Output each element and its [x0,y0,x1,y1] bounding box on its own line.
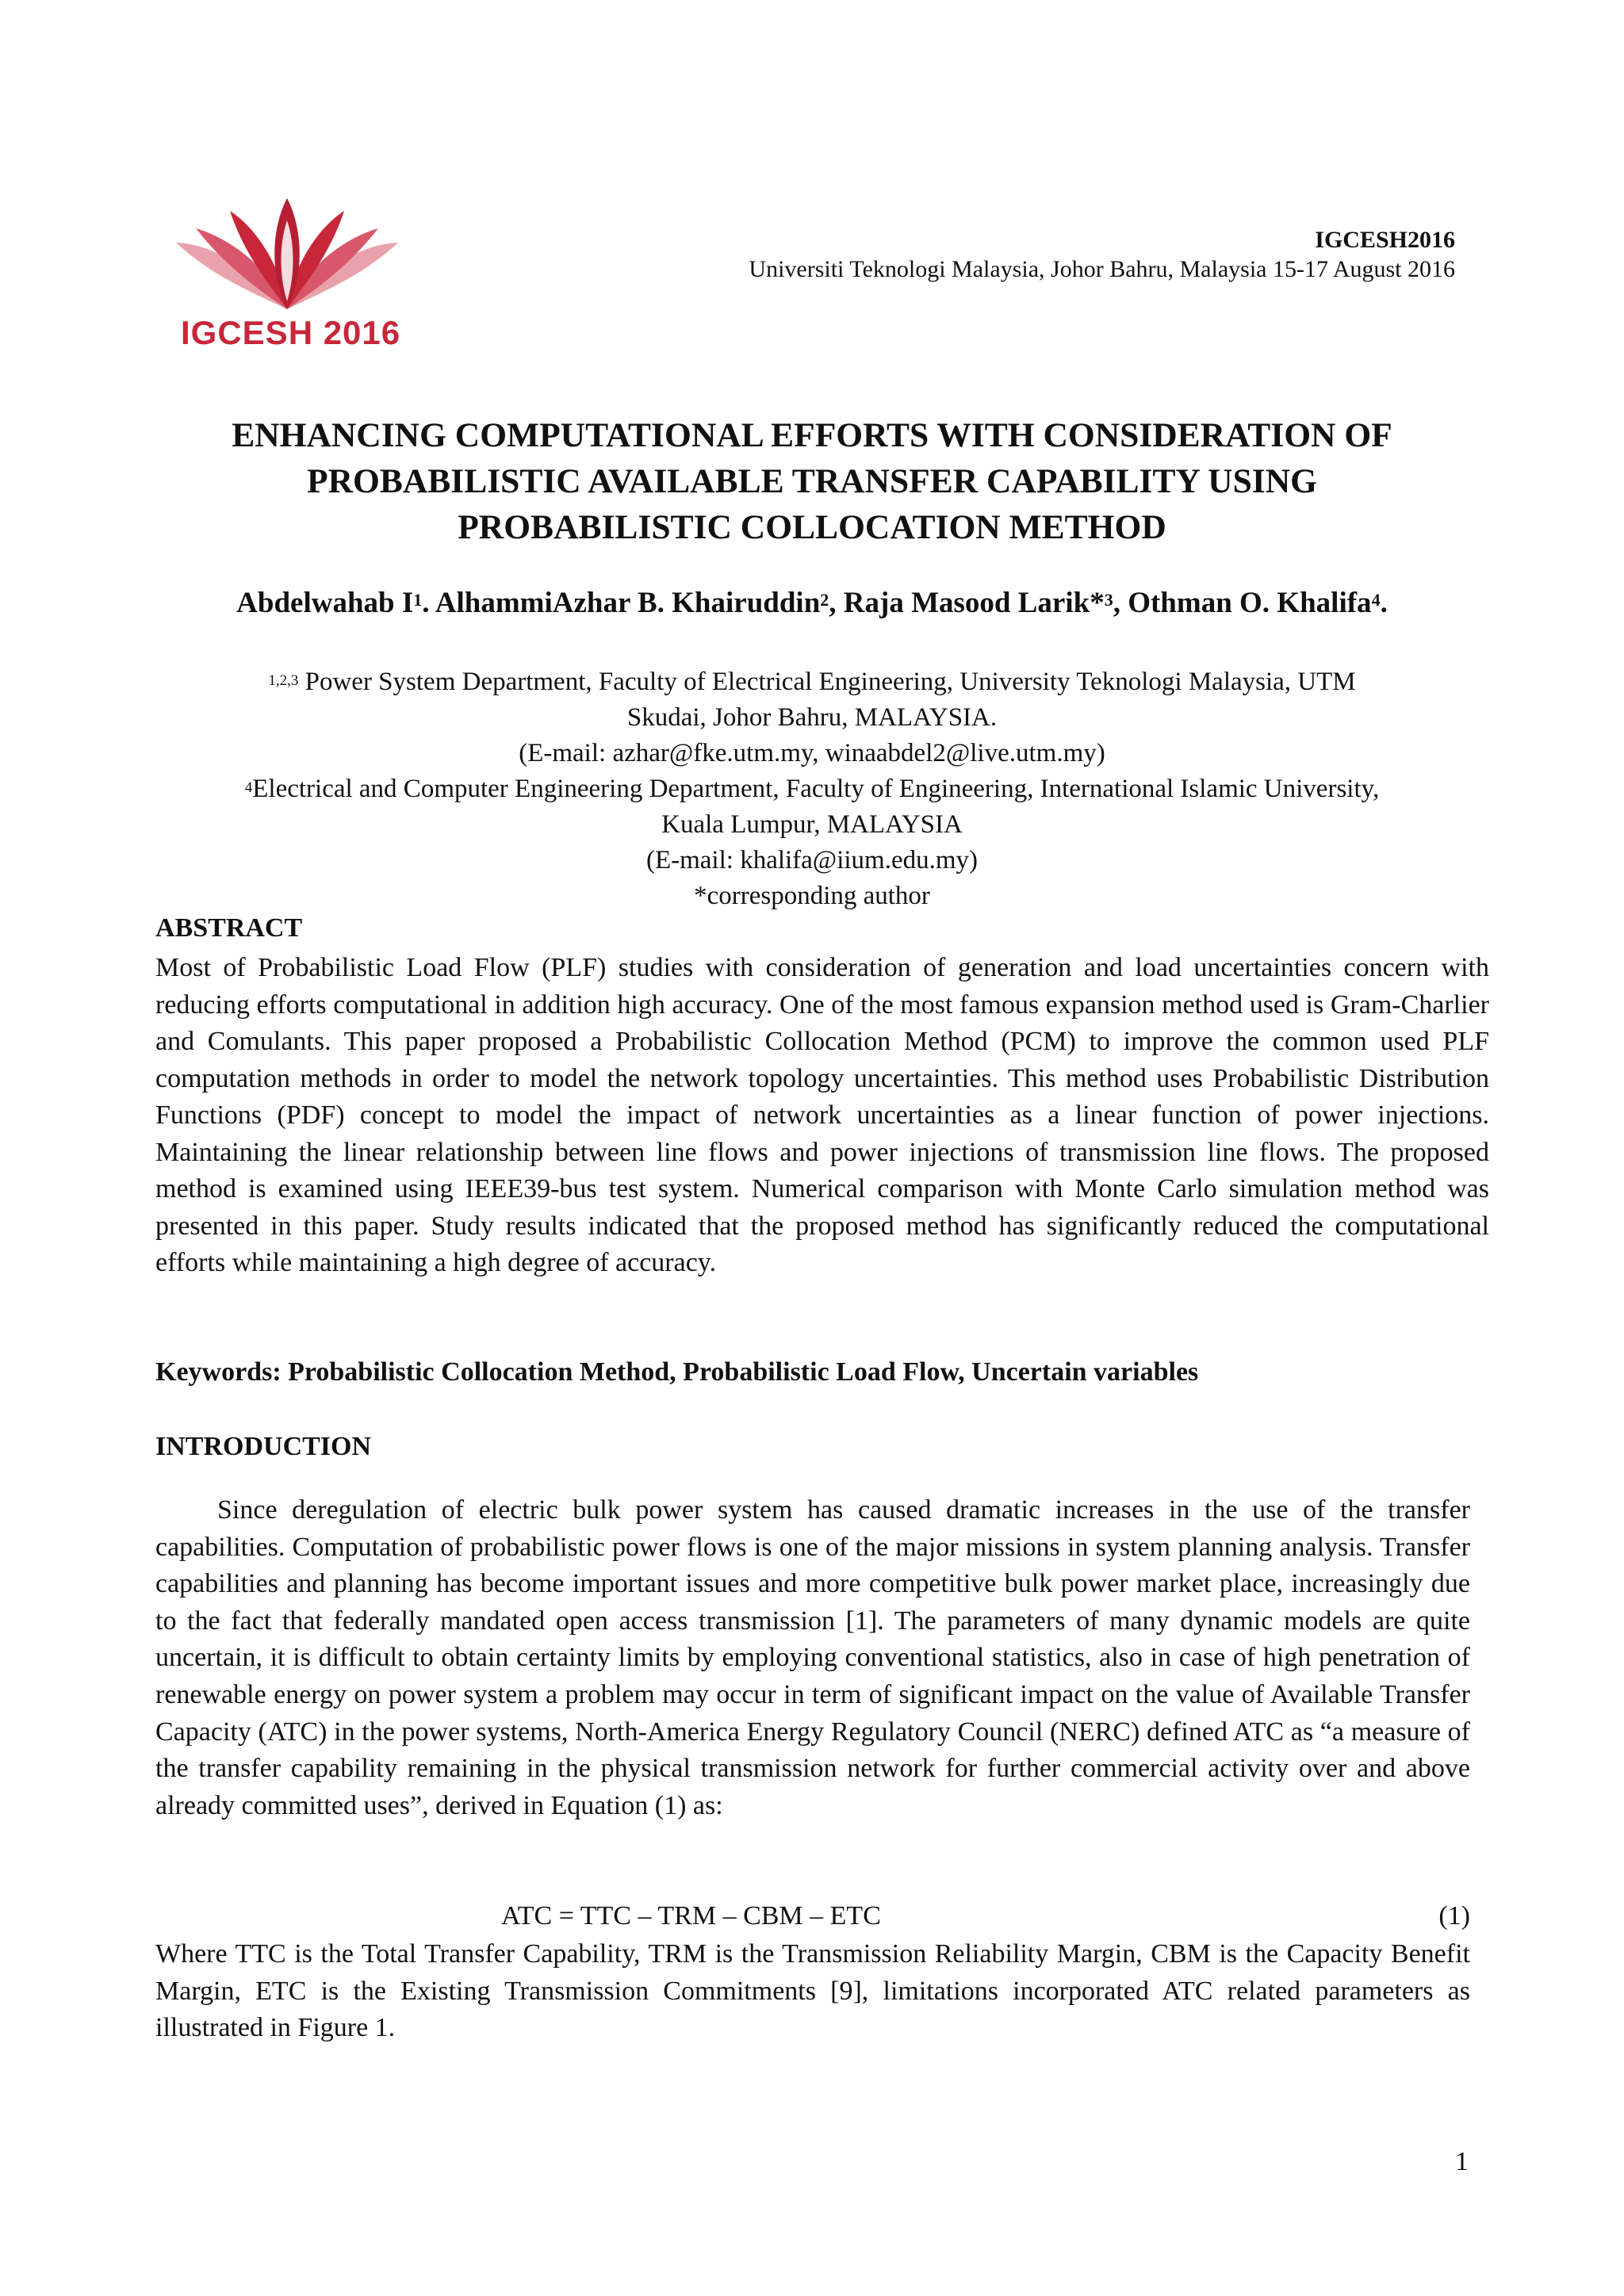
title-line: ENHANCING COMPUTATIONAL EFFORTS WITH CONSIDERATION OF [232,416,1392,454]
author-list [119,585,1505,622]
equation-number: (1) [1438,1901,1470,1931]
affiliation-email: (E-mail: khalifa@iium.edu.my) [645,846,979,874]
title-line: PROBABILISTIC AVAILABLE TRANSFER CAPABILITY USING [307,462,1317,500]
affiliation-line: $^4$Electrical and Computer Engineering Department, Faculty of Engineering, International Islamic University, [244,775,1380,803]
author-sup: 3 [1104,590,1113,610]
introduction-paragraph: Since deregulation of electric bulk power system has caused dramatic increases in the use of the transfer capabilities. Computation of probabilistic power flows is one of the major missions in system planning analysis. Transfer capabilities and planning has become important issues and more competitive bulk power market place, increasingly due to the fact that federally mandated open access transmission [1]. The parameters of many dynamic models are quite uncertain, it is difficult to obtain certainty limits by employing conventional statistics, also in case of high penetration of renewable energy on power system a problem may occur in term of significant impact on the value of Available Transfer Capacity (ATC) in the power systems, North-America Energy Regulatory Council (NERC) defined ATC as “a measure of the transfer capability remaining in the physical transmission network for further commercial activity over and above already committed uses”, derived in Equation (1) as: [155,1495,1470,1820]
author-name: , Raja Masood Larik* [829,587,1105,619]
author-sup: 1 [413,590,423,610]
affiliation-sup: 4 [244,779,253,796]
affiliation-sup: 1,2,3 [268,672,299,689]
logo-text: IGCESH 2016 [181,314,401,351]
author-name: , Othman O. Khalifa [1113,587,1372,619]
corresponding-note: *corresponding author [694,882,930,910]
conference-venue: Universiti Teknologi Malaysia, Johor Bahru, Malaysia 15-17 August 2016 [749,256,1455,282]
author-name: Abdelwahab I [236,587,414,619]
lotus-logo-icon [168,197,406,316]
title-line: PROBABILISTIC COLLOCATION METHOD [458,508,1166,546]
abstract-heading: ABSTRACT [155,913,303,943]
affiliation-email: (E-mail: azhar@fke.utm.my, winaabdel2@live.utm.my) [519,739,1105,767]
introduction-paragraph: Where TTC is the Total Transfer Capability, TRM is the Transmission Reliability Margin, CBM is the Capacity Benefit Margin, ETC is the Existing Transmission Commitments [9], limitations incorporated ATC related parameters as illustrated in Figure 1. [155,1939,1470,2043]
page-number: 1 [1455,2147,1469,2176]
affiliation-line: $^{1,2,3}$ Power System Department, Faculty of Electrical Engineering, University Teknologi Malaysia, UTM [268,668,1356,696]
conference-logo [168,197,406,351]
keywords: Keywords: Probabilistic Collocation Method, Probabilistic Load Flow, Uncertain variables [155,1357,1199,1387]
affiliation-line: Kuala Lumpur, MALAYSIA [661,810,963,839]
conference-header [749,225,1455,284]
author-sup: 2 [820,590,829,610]
paper-title [119,412,1505,550]
conference-name: IGCESH2016 [1315,227,1455,253]
author-sup: 4 [1371,590,1381,610]
author-name: . AlhammiAzhar B. Khairuddin [422,587,821,619]
abstract-text: Most of Probabilistic Load Flow (PLF) studies with consideration of generation and load uncertainties concern with reducing efforts computational in addition high accuracy. One of the most famous expansion method used is Gram-Charlier and Comulants. This paper proposed a Probabilistic Collocation Method (PCM) to improve the common used PLF computation methods in order to model the network topology uncertainties. This method uses Probabilistic Distribution Functions (PDF) concept to model the impact of network uncertainties as a linear function of power injections. Maintaining the linear relationship between line flows and power injections of transmission line flows. The proposed method is examined using IEEE39-bus test system. Numerical comparison with Monte Carlo simulation method was presented in this paper. Study results indicated that the proposed method has significantly reduced the computational efforts while maintaining a high degree of accuracy. [155,953,1489,1277]
introduction-heading: INTRODUCTION [155,1432,372,1461]
equation-block [155,1901,1470,1938]
author-end: . [1380,587,1388,619]
affiliations [119,664,1505,914]
equation: ATC = TTC – TRM – CBM – ETC [501,1901,881,1931]
affiliation-line: Skudai, Johor Bahru, MALAYSIA. [626,703,998,732]
